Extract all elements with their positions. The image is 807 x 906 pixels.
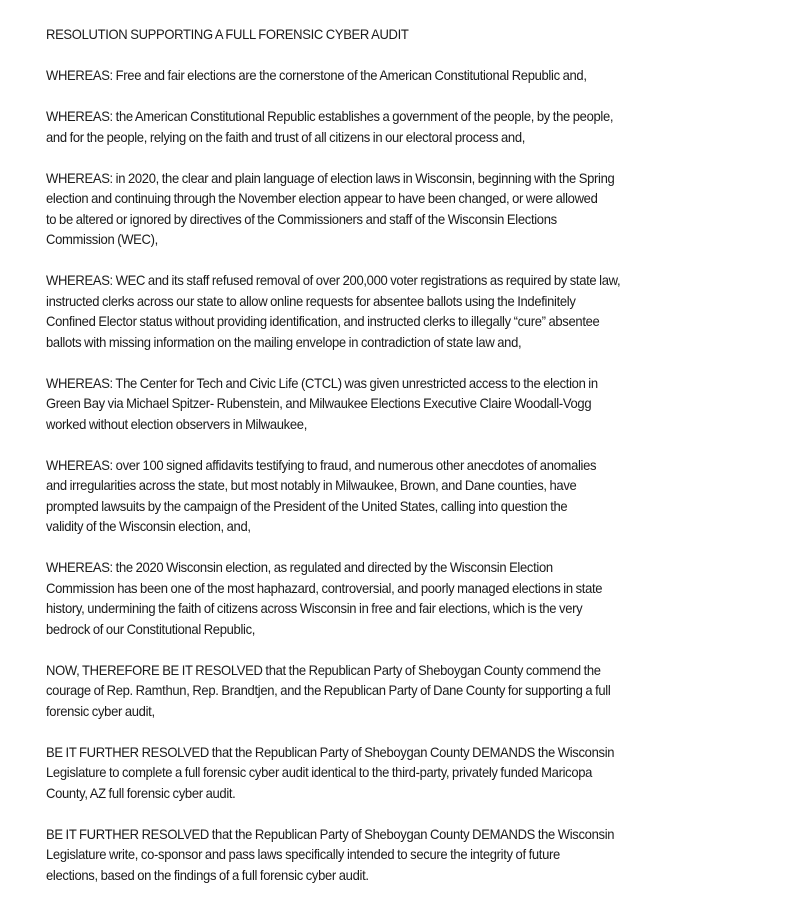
document-body <box>46 65 786 885</box>
document-title <box>46 24 786 45</box>
text-line: instructed clerks across our state to allow online requests for absentee ballots using the Indefinitely <box>46 292 576 309</box>
text-line: elections, based on the findings of a full forensic cyber audit. <box>46 866 369 883</box>
text-line: bedrock of our Constitutional Republic, <box>46 620 256 637</box>
text-line: history, undermining the faith of citizens across Wisconsin in free and fair elections, which is the very <box>46 600 583 616</box>
paragraph-resolved-commend <box>46 660 786 722</box>
text-line: Commission (WEC), <box>46 231 158 247</box>
text-line: Legislature to complete a full forensic cyber audit identical to the third-party, privately funded Maricopa <box>46 764 593 780</box>
text-line: WHEREAS: the American Constitutional Republic establishes a government of the people, by the people, <box>46 108 614 124</box>
text-line: and irregularities across the state, but most notably in Milwaukee, Brown, and Dane counties, have <box>46 477 577 493</box>
text-line: courage of Rep. Ramthun, Rep. Brandtjen, and the Republican Party of Dane County for supporting a full <box>46 682 611 698</box>
text-line: prompted lawsuits by the campaign of the President of the United States, calling into question the <box>46 497 568 514</box>
paragraph-whereas-constitutional-republic <box>46 106 786 147</box>
document-page <box>46 24 786 906</box>
title-text: RESOLUTION SUPPORTING A FULL FORENSIC CYBER AUDIT <box>46 26 409 42</box>
text-line: ballots with missing information on the mailing envelope in contradiction of state law and, <box>46 333 522 350</box>
text-line: election and continuing through the November election appear to have been changed, or were allowed <box>46 190 598 206</box>
text-line: NOW, THEREFORE BE IT RESOLVED that the Republican Party of Sheboygan County commend the <box>46 661 601 678</box>
text-line: and for the people, relying on the faith and trust of all citizens in our electoral process and, <box>46 128 526 145</box>
text-line: to be altered or ignored by directives of the Commissioners and staff of the Wisconsin Elections <box>46 210 557 227</box>
paragraph-whereas-ctcl-access <box>46 373 786 435</box>
paragraph-further-resolved-audit <box>46 742 786 804</box>
paragraph-further-resolved-laws <box>46 824 786 886</box>
text-line: Green Bay via Michael Spitzer- Rubenstein, and Milwaukee Elections Executive Claire Woodall-Vogg <box>46 395 592 411</box>
paragraph-whereas-2020-election-managed <box>46 557 786 639</box>
text-line: Confined Elector status without providing identification, and instructed clerks to illegally “cure” absentee <box>46 313 600 329</box>
paragraph-whereas-free-fair-elections <box>46 65 786 86</box>
text-line: County, AZ full forensic cyber audit. <box>46 784 236 801</box>
paragraph-whereas-wec-staff <box>46 270 786 352</box>
text-line: forensic cyber audit, <box>46 702 155 719</box>
text-line: BE IT FURTHER RESOLVED that the Republican Party of Sheboygan County DEMANDS the Wisconsin <box>46 743 615 760</box>
text-line: WHEREAS: over 100 signed affidavits testifying to fraud, and numerous other anecdotes of anomalies <box>46 456 597 473</box>
text-line: Legislature write, co-sponsor and pass laws specifically intended to secure the integrity of future <box>46 846 560 862</box>
text-line: WHEREAS: the 2020 Wisconsin election, as regulated and directed by the Wisconsin Election <box>46 559 553 575</box>
paragraph-whereas-affidavits <box>46 455 786 537</box>
text-line: WHEREAS: The Center for Tech and Civic Life (CTCL) was given unrestricted access to the election in <box>46 374 598 391</box>
text-line: validity of the Wisconsin election, and, <box>46 518 251 534</box>
text-line: worked without election observers in Milwaukee, <box>46 415 307 432</box>
text-line: Commission has been one of the most haphazard, controversial, and poorly managed elections in state <box>46 579 603 596</box>
text-line: WHEREAS: Free and fair elections are the cornerstone of the American Constitutional Republic and, <box>46 67 587 83</box>
text-line: BE IT FURTHER RESOLVED that the Republican Party of Sheboygan County DEMANDS the Wisconsin <box>46 825 615 842</box>
paragraph-whereas-election-laws-changed <box>46 168 786 250</box>
text-line: WHEREAS: in 2020, the clear and plain language of election laws in Wisconsin, beginning with the Spring <box>46 169 615 186</box>
text-line: WHEREAS: WEC and its staff refused removal of over 200,000 voter registrations as required by state law, <box>46 272 621 288</box>
